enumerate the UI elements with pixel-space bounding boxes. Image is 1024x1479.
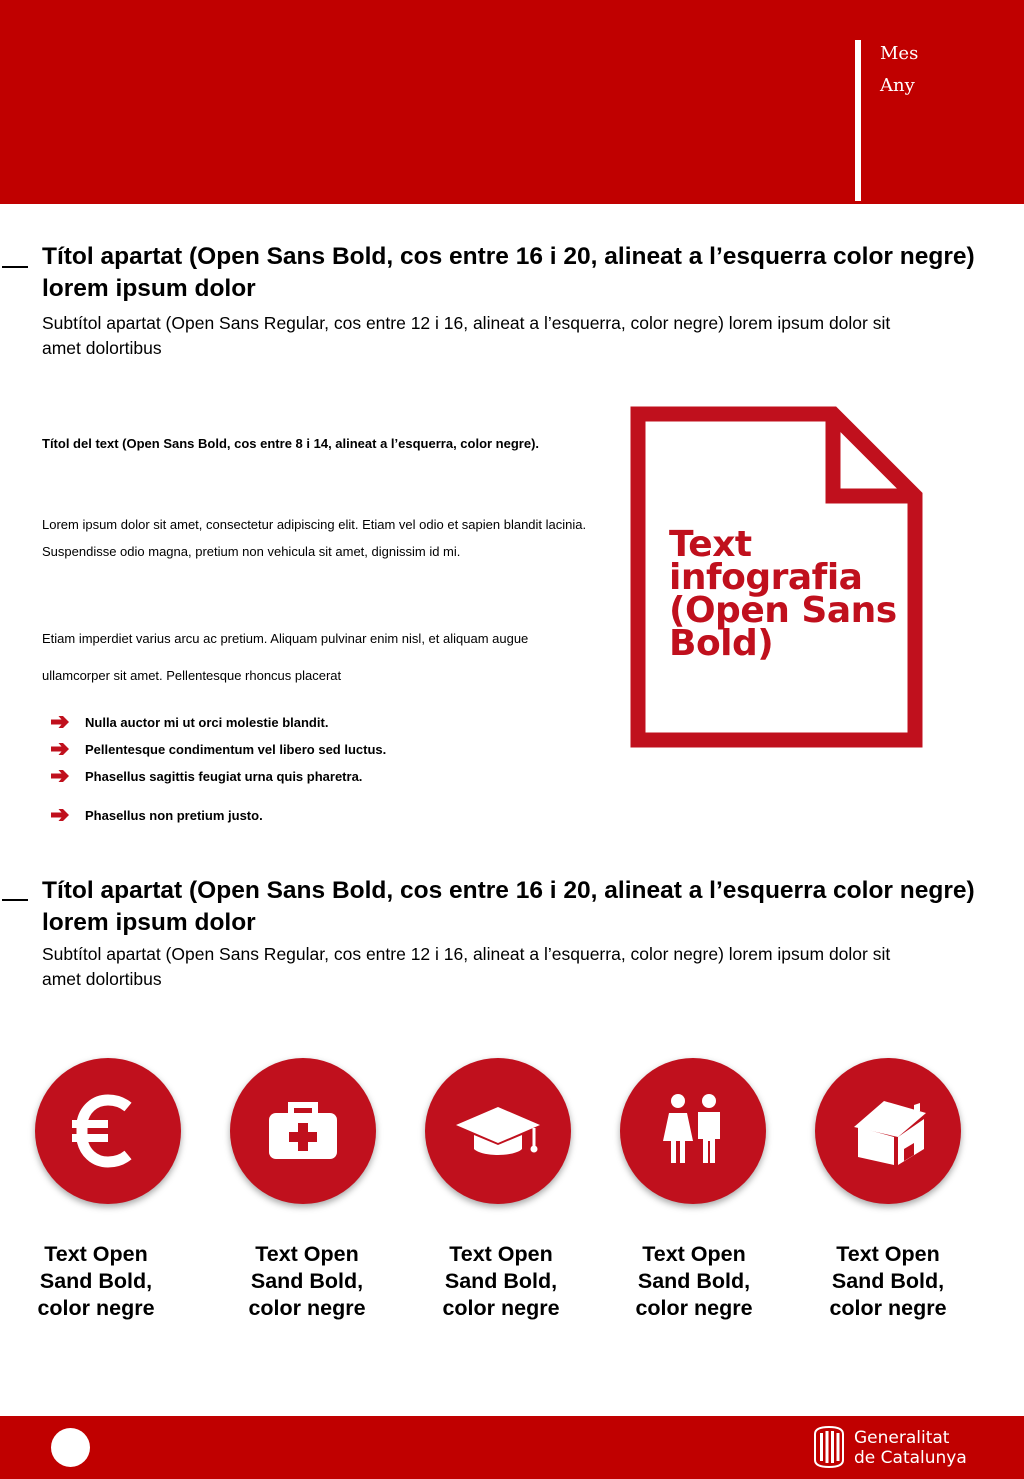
icon-label: Text Open Sand Bold, color negre	[442, 1242, 560, 1320]
bullet-item	[50, 711, 328, 733]
header-date	[880, 38, 918, 102]
euro-circle	[35, 1058, 181, 1204]
bullet-item	[50, 765, 362, 787]
month-label: Mes	[880, 43, 919, 64]
footer-logo-text	[854, 1428, 967, 1468]
arrow-right-icon	[50, 807, 70, 823]
bullet-item	[50, 804, 263, 826]
section-title: Títol apartat (Open Sans Bold, cos entre 16 i 20, alineat a l’esquerra color negre) lorem ipsum dolor	[42, 243, 975, 302]
logo-line-2: de Catalunya	[854, 1448, 967, 1468]
section-marker	[2, 266, 28, 268]
bullet-item	[50, 738, 386, 760]
section-subtitle: Subtítol apartat (Open Sans Regular, cos entre 12 i 16, alineat a l’esquerra, color negre) lorem ipsum dolor sit amet dolortibus	[42, 313, 891, 358]
house-circle	[815, 1058, 961, 1204]
header-banner	[0, 0, 1024, 204]
footer-dot	[51, 1428, 90, 1467]
people-icon	[645, 1083, 741, 1179]
section-title: Títol apartat (Open Sans Bold, cos entre 16 i 20, alineat a l’esquerra color negre) lorem ipsum dolor	[42, 877, 975, 936]
paragraph: Etiam imperdiet varius arcu ac pretium. Aliquam pulvinar enim nisl, et aliquam augue ullamcorper sit amet. Pellentesque rhoncus placerat	[42, 631, 529, 683]
bullet-text: Phasellus sagittis feugiat urna quis pharetra.	[85, 768, 363, 784]
icon-label: Text Open Sand Bold, color negre	[248, 1242, 366, 1320]
house-icon	[840, 1083, 936, 1179]
arrow-right-icon	[50, 741, 70, 757]
footer-banner	[0, 1416, 1024, 1479]
bullet-text: Pellentesque condimentum vel libero sed luctus.	[85, 741, 387, 757]
icon-label: Text Open Sand Bold, color negre	[829, 1242, 947, 1320]
arrow-right-icon	[50, 714, 70, 730]
section-marker	[2, 899, 28, 901]
header-divider	[855, 40, 861, 201]
bullet-text: Nulla auctor mi ut orci molestie blandit.	[85, 714, 329, 730]
logo-line-1: Generalitat	[854, 1428, 950, 1448]
year-label: Any	[880, 75, 915, 96]
paragraph: Lorem ipsum dolor sit amet, consectetur adipiscing elit. Etiam vel odio et sapien blandit lacinia. Suspendisse odio magna, pretium non vehicula sit amet, dignissim id mi.	[42, 517, 587, 559]
euro-icon	[60, 1083, 156, 1179]
arrow-right-icon	[50, 768, 70, 784]
icon-label: Text Open Sand Bold, color negre	[37, 1242, 155, 1320]
first-aid-kit-icon	[255, 1083, 351, 1179]
text-title: Títol del text (Open Sans Bold, cos entre 8 i 14, alineat a l’esquerra, color negre).	[42, 436, 540, 451]
generalitat-logo-icon	[812, 1426, 846, 1468]
infographic-text: Text infografia (Open Sans Bold)	[669, 524, 897, 664]
icon-label: Text Open Sand Bold, color negre	[635, 1242, 753, 1320]
bullet-text: Phasellus non pretium justo.	[85, 807, 263, 823]
people-circle	[620, 1058, 766, 1204]
section-subtitle: Subtítol apartat (Open Sans Regular, cos entre 12 i 16, alineat a l’esquerra, color negre) lorem ipsum dolor sit amet dolortibus	[42, 944, 891, 989]
graduation-cap-icon	[450, 1083, 546, 1179]
first-aid-circle	[230, 1058, 376, 1204]
graduation-circle	[425, 1058, 571, 1204]
